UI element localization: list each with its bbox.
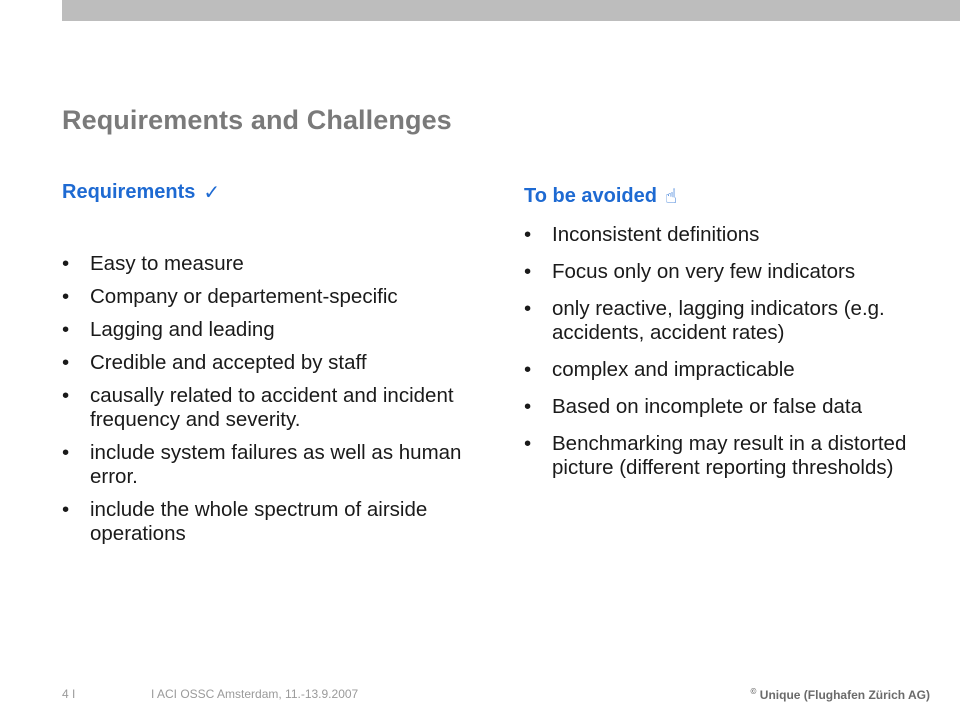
list-item	[524, 223, 936, 247]
bullet-icon: •	[524, 260, 532, 283]
list-item-text: Inconsistent definitions	[552, 223, 760, 246]
footer-copyright-text: Unique (Flughafen Zürich AG)	[759, 688, 930, 702]
bullet-icon: •	[62, 498, 70, 521]
bullet-icon: •	[62, 441, 70, 464]
bullet-icon: •	[524, 358, 532, 381]
requirements-list	[62, 252, 472, 555]
bullet-icon: •	[62, 252, 70, 275]
to-be-avoided-list	[524, 223, 936, 493]
requirements-heading	[62, 180, 220, 205]
footer-copyright	[751, 687, 930, 702]
list-item	[62, 384, 472, 432]
footer-event: I ACI OSSC Amsterdam, 11.-13.9.2007	[151, 687, 359, 701]
bullet-icon: •	[62, 318, 70, 341]
list-item	[524, 260, 936, 284]
requirements-heading-label: Requirements	[62, 181, 196, 203]
bullet-icon: •	[524, 432, 532, 455]
list-item	[524, 395, 936, 419]
list-item	[62, 252, 472, 276]
pointing-hand-icon: ☝	[664, 186, 678, 208]
to-be-avoided-heading	[524, 184, 677, 209]
list-item	[62, 285, 472, 309]
list-item-text: Focus only on very few indicators	[552, 260, 856, 283]
to-be-avoided-heading-label: To be avoided	[524, 185, 657, 207]
list-item	[62, 351, 472, 375]
list-item-text: Lagging and leading	[90, 318, 275, 341]
list-item-text: only reactive, lagging indicators (e.g. accidents, accident rates)	[552, 297, 885, 344]
list-item-text: include the whole spectrum of airside operations	[90, 498, 428, 545]
list-item-text: Benchmarking may result in a distorted picture (different reporting thresholds)	[552, 432, 907, 479]
bullet-icon: •	[62, 285, 70, 308]
bullet-icon: •	[524, 395, 532, 418]
checkmark-icon: ✓	[203, 182, 221, 204]
list-item-text: include system failures as well as human error.	[90, 441, 462, 488]
bullet-icon: •	[62, 384, 70, 407]
list-item-text: causally related to accident and incident frequency and severity.	[90, 384, 454, 431]
copyright-symbol: ©	[750, 687, 757, 696]
list-item-text: complex and impracticable	[552, 358, 795, 381]
list-item-text: Credible and accepted by staff	[90, 351, 367, 374]
bullet-icon: •	[62, 351, 70, 374]
list-item-text: Company or departement-specific	[90, 285, 398, 308]
bullet-icon: •	[524, 223, 532, 246]
slide-title: Requirements and Challenges	[62, 105, 452, 135]
list-item	[524, 297, 936, 345]
list-item	[524, 358, 936, 382]
footer-page-number: 4 I	[62, 687, 76, 701]
list-item-text: Easy to measure	[90, 252, 244, 275]
top-decorative-bar	[62, 0, 960, 21]
list-item	[62, 498, 472, 546]
list-item-text: Based on incomplete or false data	[552, 395, 862, 418]
list-item	[62, 441, 472, 489]
list-item	[524, 432, 936, 480]
bullet-icon: •	[524, 297, 532, 320]
list-item	[62, 318, 472, 342]
